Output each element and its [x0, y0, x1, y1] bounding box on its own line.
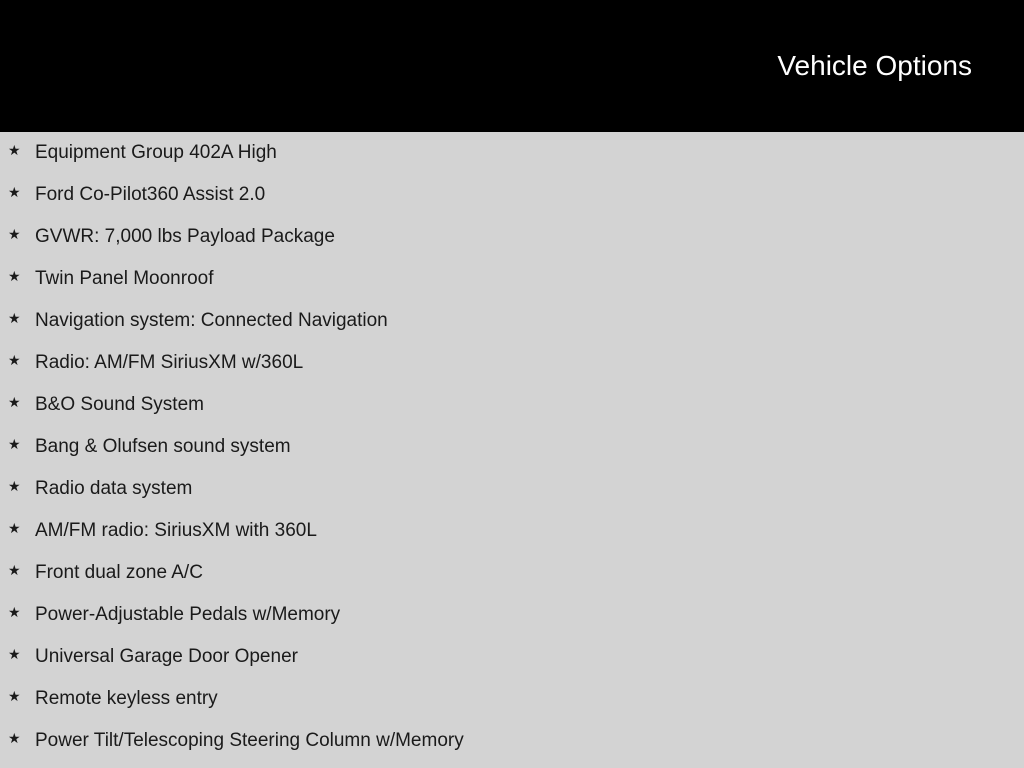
star-icon: ★ [8, 226, 21, 242]
option-label: AM/FM radio: SiriusXM with 360L [35, 520, 317, 541]
option-label: Ford Co-Pilot360 Assist 2.0 [35, 184, 266, 205]
star-icon: ★ [8, 436, 21, 452]
option-label: B&O Sound System [35, 394, 204, 415]
option-label: Radio data system [35, 478, 193, 499]
option-label: Bang & Olufsen sound system [35, 436, 291, 457]
star-icon: ★ [8, 352, 21, 368]
star-icon: ★ [8, 520, 21, 536]
option-label: Twin Panel Moonroof [35, 268, 214, 289]
star-icon: ★ [8, 646, 21, 662]
list-item [0, 468, 1024, 510]
vehicle-options-list [0, 132, 1024, 768]
list-item [0, 510, 1024, 552]
option-label: Power-Adjustable Pedals w/Memory [35, 604, 341, 625]
list-item [0, 720, 1024, 762]
option-label: Universal Garage Door Opener [35, 646, 298, 667]
star-icon: ★ [8, 688, 21, 704]
list-item [0, 636, 1024, 678]
star-icon: ★ [8, 142, 21, 158]
option-label: Navigation system: Connected Navigation [35, 310, 388, 331]
star-icon: ★ [8, 478, 21, 494]
option-label: Front dual zone A/C [35, 562, 203, 583]
star-icon: ★ [8, 268, 21, 284]
list-item [0, 342, 1024, 384]
list-item [0, 132, 1024, 174]
option-label: Power Tilt/Telescoping Steering Column w/Memory [35, 730, 464, 751]
option-label: Radio: AM/FM SiriusXM w/360L [35, 352, 304, 373]
list-item [0, 300, 1024, 342]
list-item [0, 426, 1024, 468]
option-label: Equipment Group 402A High [35, 142, 277, 163]
option-label: Remote keyless entry [35, 688, 218, 709]
star-icon: ★ [8, 310, 21, 326]
star-icon: ★ [8, 730, 21, 746]
list-item [0, 594, 1024, 636]
list-item [0, 216, 1024, 258]
list-item [0, 174, 1024, 216]
list-item [0, 552, 1024, 594]
option-label: GVWR: 7,000 lbs Payload Package [35, 226, 335, 247]
star-icon: ★ [8, 562, 21, 578]
star-icon: ★ [8, 394, 21, 410]
list-item [0, 384, 1024, 426]
star-icon: ★ [8, 604, 21, 620]
star-icon: ★ [8, 184, 21, 200]
header-bar [0, 0, 1024, 132]
list-item [0, 258, 1024, 300]
list-item [0, 678, 1024, 720]
page-title: Vehicle Options [777, 50, 972, 81]
